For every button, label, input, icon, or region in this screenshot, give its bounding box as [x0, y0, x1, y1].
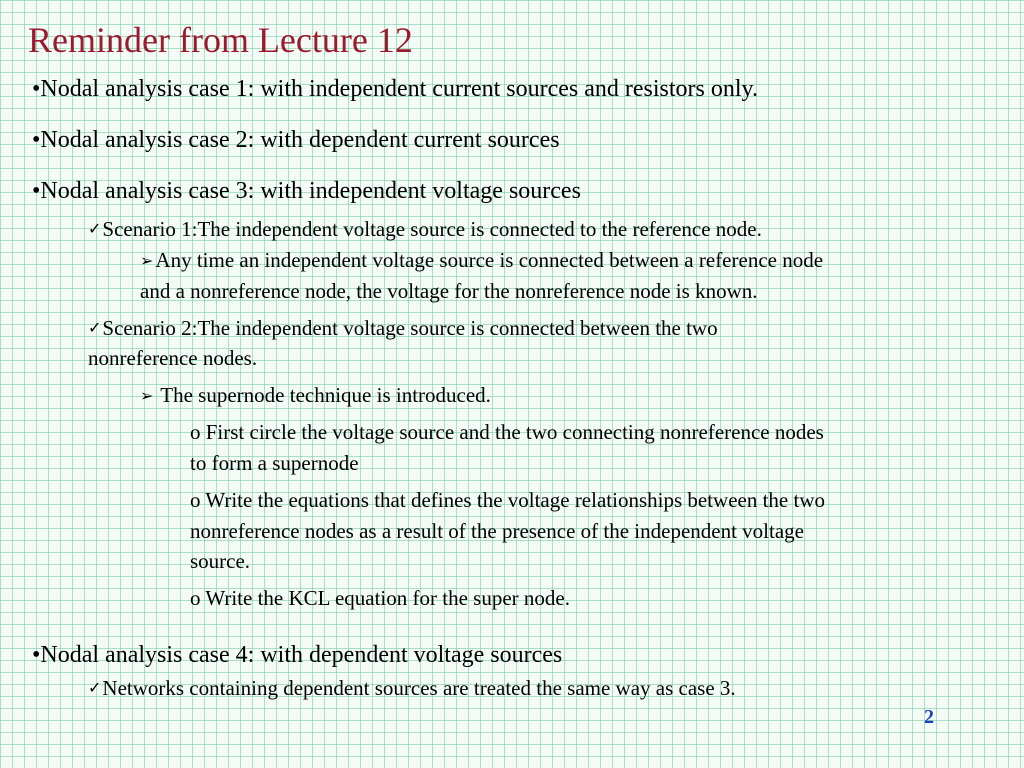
bullet-icon: •	[32, 178, 41, 204]
case4-text: Nodal analysis case 4: with dependent voltage sources	[40, 642, 563, 668]
checkmark-icon: ✓	[88, 678, 102, 697]
step2-text1: Write the equations that defines the voltage relationships between the two	[200, 488, 826, 512]
circle-bullet-icon: o	[190, 488, 201, 512]
scenario2-text1: Scenario 2:The independent voltage source is connected between the two	[102, 316, 718, 340]
case2-text: Nodal analysis case 2: with dependent current sources	[40, 127, 560, 153]
checkmark-icon: ✓	[88, 219, 102, 238]
scenario1-note-line1	[140, 245, 823, 277]
circle-bullet-icon: o	[190, 586, 201, 610]
supernode-text: The supernode technique is introduced.	[155, 383, 491, 407]
checkmark-icon: ✓	[88, 318, 102, 337]
case4-item	[32, 640, 562, 670]
arrowhead-icon: ➢	[140, 251, 154, 270]
case4-note-item	[88, 673, 736, 705]
step1-item	[190, 417, 824, 447]
case2-item	[32, 125, 560, 155]
scenario2-line2: nonreference nodes.	[88, 346, 258, 370]
bullet-icon: •	[32, 642, 41, 668]
slide-title: Reminder from Lecture 12	[28, 20, 413, 60]
case1-item	[32, 74, 758, 104]
circle-bullet-icon: o	[190, 420, 201, 444]
scenario1-item	[88, 214, 762, 246]
supernode-item	[140, 380, 491, 412]
case4-note-text: Networks containing dependent sources are treated the same way as case 3.	[102, 676, 736, 700]
arrowhead-icon: ➢	[140, 386, 154, 405]
step2-item	[190, 485, 825, 515]
step3-text: Write the KCL equation for the super node.	[200, 586, 570, 610]
bullet-icon: •	[32, 127, 41, 153]
step3-item	[190, 583, 570, 613]
case1-text: Nodal analysis case 1: with independent current sources and resistors only.	[40, 76, 758, 102]
scenario1-note-text1: Any time an independent voltage source is connected between a reference node	[155, 248, 824, 272]
step1-text1: First circle the voltage source and the two connecting nonreference nodes	[200, 420, 824, 444]
step1-line2: to form a supernode	[190, 451, 359, 475]
scenario1-note-line2: and a nonreference node, the voltage for the nonreference node is known.	[140, 279, 758, 303]
step2-line2: nonreference nodes as a result of the presence of the independent voltage	[190, 519, 804, 543]
scenario1-text: Scenario 1:The independent voltage source is connected to the reference node.	[102, 217, 762, 241]
step2-line3: source.	[190, 549, 251, 573]
case3-text: Nodal analysis case 3: with independent voltage sources	[40, 178, 581, 204]
page-number: 2	[924, 706, 934, 728]
scenario2-item	[88, 313, 718, 345]
case3-item	[32, 176, 581, 206]
bullet-icon: •	[32, 76, 41, 102]
